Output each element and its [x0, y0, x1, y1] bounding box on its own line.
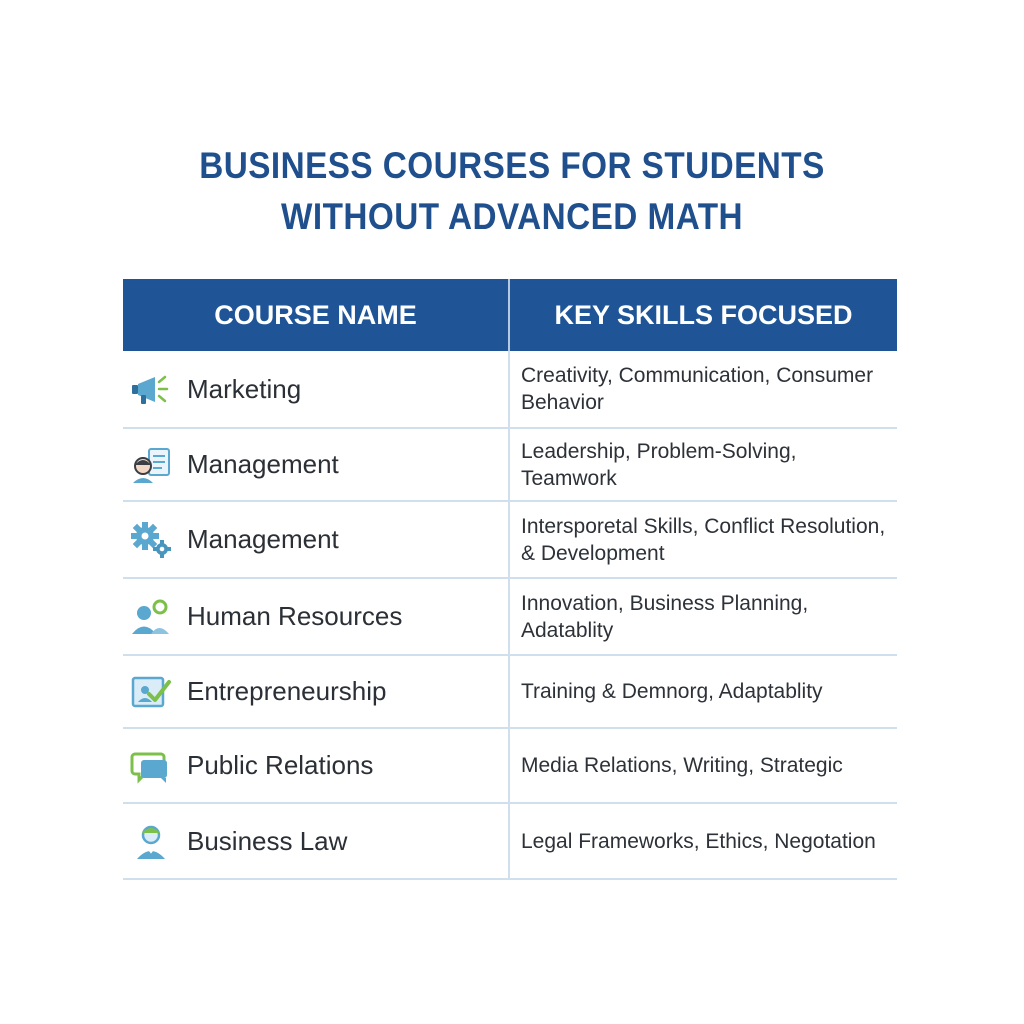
course-name: Business Law — [187, 825, 348, 856]
table-row — [123, 429, 897, 502]
course-name: Marketing — [187, 373, 302, 404]
skills-cell — [510, 729, 897, 802]
skills-text: Training & Demnorg, Adaptablity — [521, 680, 823, 703]
course-name: Public Relations — [187, 750, 374, 780]
table-header — [123, 279, 897, 351]
header-key-skills: KEY SKILLS FOCUSED — [554, 299, 853, 330]
course-cell — [123, 656, 510, 727]
course-cell — [123, 429, 510, 500]
table-row — [123, 351, 897, 429]
course-name: Management — [187, 524, 339, 554]
skills-cell — [510, 579, 897, 654]
gears-icon — [129, 520, 173, 560]
skills-text: Legal Frameworks, Ethics, Negotation — [521, 829, 876, 853]
table-row — [123, 579, 897, 656]
course-name: Human Resources — [187, 601, 403, 631]
courses-table — [123, 279, 897, 880]
course-cell — [123, 804, 510, 878]
skills-text: Leadership, Problem-Solving, Teamwork — [521, 439, 797, 490]
table-row — [123, 502, 897, 579]
skills-text: Innovation, Business Planning, Adatablity — [521, 591, 809, 642]
course-name: Management — [187, 449, 339, 479]
page-title — [51, 140, 973, 242]
skills-cell — [510, 656, 897, 727]
table-row — [123, 656, 897, 729]
course-cell — [123, 502, 510, 577]
megaphone-icon — [129, 369, 173, 409]
title-line-1: BUSINESS COURSES FOR STUDENTS — [199, 145, 825, 186]
chat-bubbles-icon — [129, 746, 173, 786]
manager-clipboard-icon — [129, 445, 173, 485]
table-row — [123, 804, 897, 880]
table-row — [123, 729, 897, 804]
skills-text: Creativity, Communication, Consumer Behavior — [521, 364, 874, 414]
lawyer-person-icon — [129, 821, 173, 861]
course-cell — [123, 729, 510, 802]
course-cell — [123, 351, 510, 427]
skills-cell — [510, 429, 897, 500]
checkmark-card-icon — [129, 672, 173, 712]
skills-cell — [510, 502, 897, 577]
skills-text: Media Relations, Writing, Strategic — [521, 754, 843, 777]
skills-cell — [510, 351, 897, 427]
header-course-name: COURSE NAME — [123, 279, 510, 351]
skills-cell — [510, 804, 897, 878]
people-icon — [129, 597, 173, 637]
skills-text: Intersporetal Skills, Conflict Resolution, & Development — [521, 514, 886, 565]
course-cell — [123, 579, 510, 654]
course-name: Entrepreneurship — [187, 676, 387, 706]
title-line-2: WITHOUT ADVANCED MATH — [280, 196, 744, 237]
